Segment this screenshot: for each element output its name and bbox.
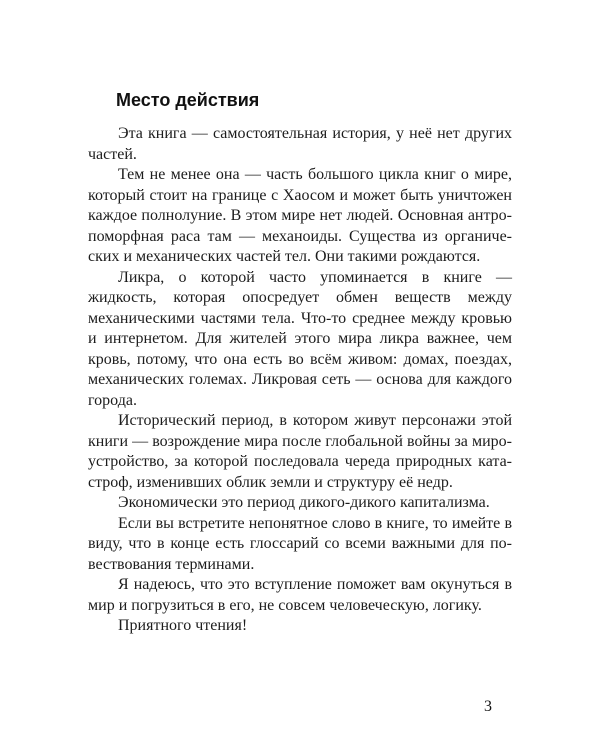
paragraph-4: Исторический период, в котором живут персонажи этой книги — возрождение мира после глобальной войны за мироустройство, за которой последовала череда природных катастроф, изменивших облик земли и структуру её недр.: [88, 412, 512, 491]
section-title: Место действия: [116, 90, 260, 110]
page-number: 3: [484, 698, 492, 715]
paragraph-1: Эта книга — самостоятельная история, у неё нет других частей.: [88, 125, 512, 163]
paragraph-7: Я надеюсь, что это вступление поможет вам окунуться в мир и погрузиться в его, не совсем человеческую, логику.: [88, 576, 512, 614]
paragraph-2: Тем не менее она — часть большого цикла книг о мире, который стоит на границе с Хаосом и может быть уничтожен каждое полнолуние. В этом мире нет людей. Основная антропоморфная раса там — механоиды. Существа из органических и механических частей тел. Они такими рождаются.: [88, 166, 512, 265]
paragraph-6: Если вы встретите непонятное слово в книге, то имейте в виду, что в конце есть глоссарий со всеми важными для повествования терминами.: [88, 514, 512, 573]
paragraph-3: Ликра, о которой часто упоминается в книге — жидкость, которая опосредует обмен веществ между механическими частями тела. Что-то среднее между кровью и интернетом. Для жителей этого мира ликра важнее, чем кровь, потому, что она есть во всём живом: домах, поездах, механических големах. Ликровая сеть — основа для каждого города.: [88, 268, 512, 409]
body-text: [88, 124, 512, 637]
paragraph-5: Экономически это период дикого-дикого капитализма.: [118, 494, 490, 511]
paragraph-8: Приятного чтения!: [118, 617, 248, 634]
